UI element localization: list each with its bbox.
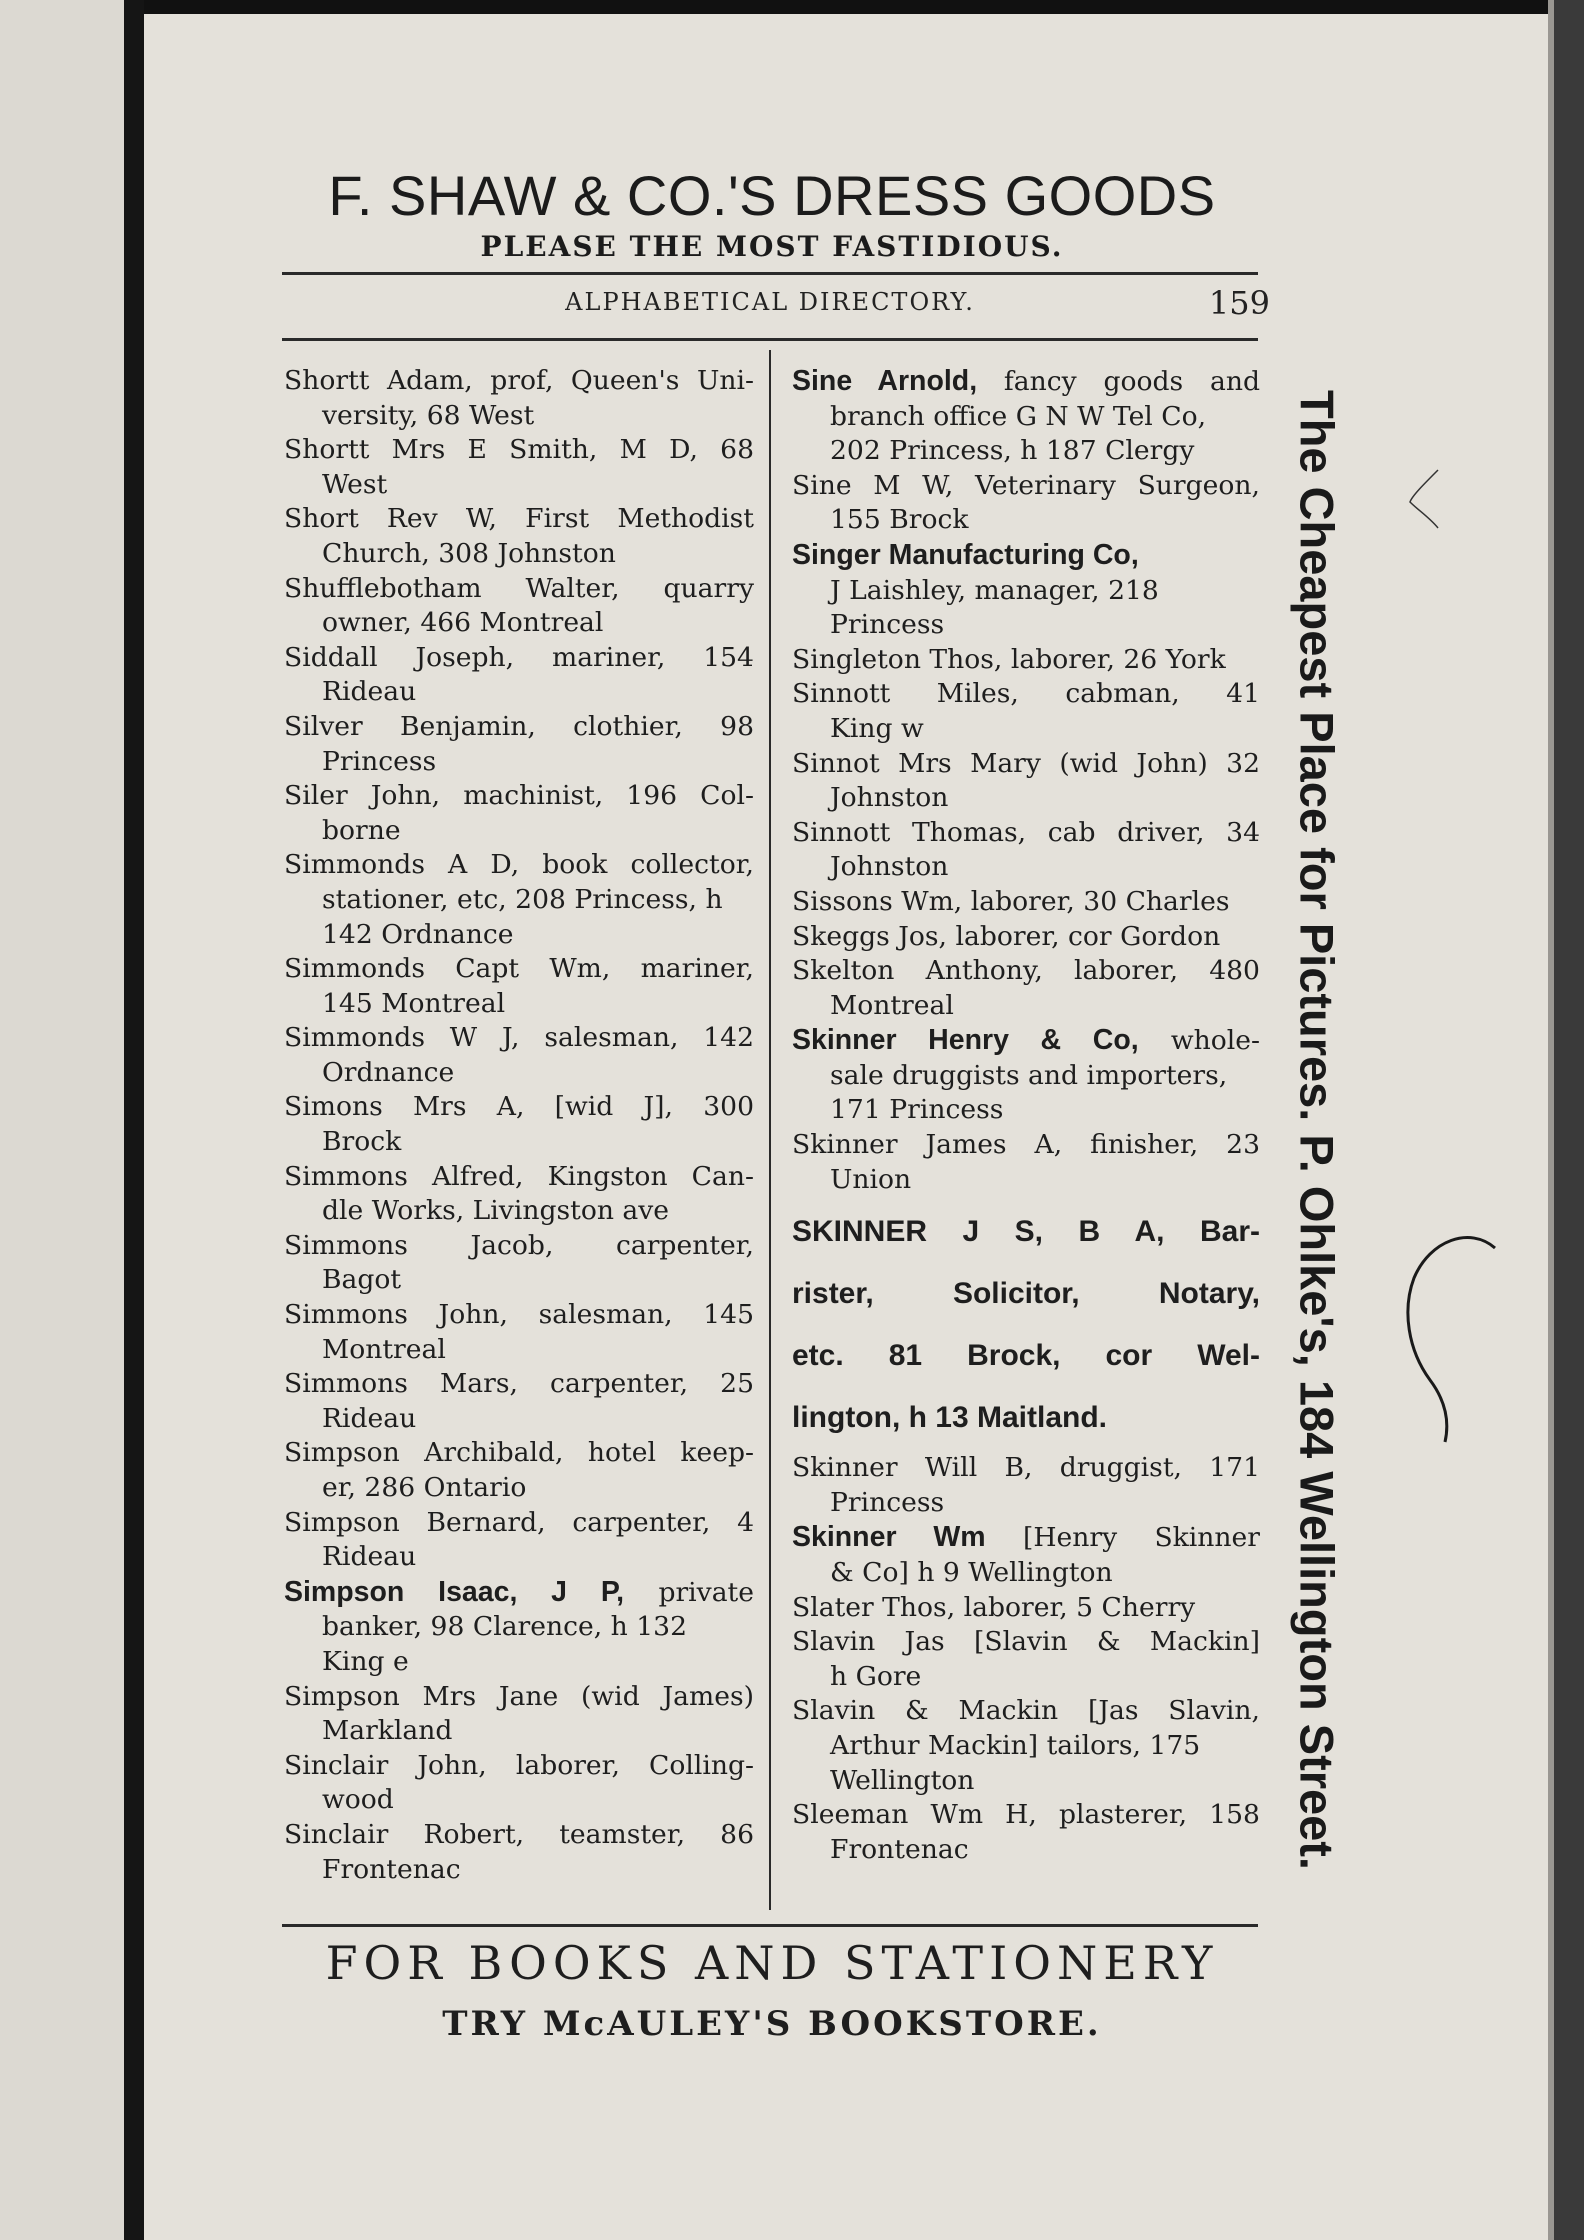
entry-first-line [284, 641, 754, 676]
entry-name: Sleeman Wm H, [792, 1799, 1037, 1831]
scan-top-edge [144, 0, 1584, 14]
right-column [792, 364, 1260, 1867]
page-number: 159 [1208, 284, 1270, 322]
entry-first-line [792, 816, 1260, 851]
entry-first-line [792, 469, 1260, 504]
entry-name: Simons Mrs A, [284, 1091, 525, 1123]
directory-entry [284, 364, 754, 433]
directory-entry [284, 1680, 754, 1749]
entry-detail: book collector, [542, 849, 754, 881]
entry-detail: machinist, 196 Col- [463, 780, 754, 812]
header-rule [282, 272, 1258, 275]
entry-detail: quarry [663, 572, 754, 604]
directory-entry [792, 885, 1260, 920]
entry-detail: laborer, cor Gordon [955, 920, 1221, 952]
entry-continuation: Union [830, 1163, 912, 1195]
entry-continuation: Arthur Mackin] tailors, 175 [830, 1730, 1201, 1761]
directory-entry [792, 1591, 1260, 1626]
entry-name: Slavin Jas [792, 1626, 945, 1658]
entry-first-line [284, 1298, 754, 1333]
entry-continuation: Rideau [322, 676, 417, 708]
entry-continuation: Rideau [322, 1402, 417, 1434]
entry-detail: hotel keep- [587, 1437, 754, 1469]
directory-entry [284, 502, 754, 571]
entry-name: Simpson Mrs Jane [284, 1680, 559, 1712]
footer-ad-tagline: TRY McAULEY'S BOOKSTORE. [442, 2004, 1102, 2044]
entry-continuation: Frontenac [322, 1853, 461, 1885]
directory-entry [284, 710, 754, 779]
entry-continuation: Princess [322, 745, 437, 777]
entry-detail: finisher, 23 [1090, 1129, 1260, 1161]
entry-detail: salesman, 142 [544, 1022, 754, 1054]
header-ad-title: F. SHAW & CO.'S DRESS GOODS [328, 164, 1216, 227]
entry-first-line [792, 1023, 1260, 1059]
entry-continuation: 171 Princess [830, 1094, 1004, 1126]
card-line: etc. 81 Brock, cor Wel- [792, 1339, 1260, 1373]
entry-continuation: stationer, etc, 208 Princess, h [322, 883, 723, 915]
entry-detail: Veterinary Surgeon, [975, 469, 1260, 501]
entry-continuation: er, 286 Ontario [322, 1472, 527, 1503]
entry-first-line [284, 1367, 754, 1402]
entry-continuation: Princess [830, 609, 945, 641]
entry-name: Shufflebotham Walter, [284, 572, 620, 604]
entry-detail: mariner, [640, 953, 754, 985]
directory-entry [792, 1128, 1260, 1197]
entry-name: Skinner Wm [792, 1521, 986, 1554]
footer-ad-title: FOR BOOKS AND STATIONERY [325, 1936, 1219, 1990]
entry-name: Skinner Henry & Co, [792, 1024, 1139, 1057]
entry-detail: mariner, 154 [551, 641, 754, 673]
directory-entry [792, 816, 1260, 885]
left-column [284, 364, 754, 1887]
entry-continuation: Montreal [830, 989, 954, 1021]
entry-continuation: 202 Princess, h 187 Clergy [830, 435, 1195, 467]
entry-name: Simmonds A D, [284, 849, 520, 881]
entry-first-line [792, 643, 1260, 678]
entry-first-line [284, 1818, 754, 1853]
entry-first-line [792, 1694, 1260, 1729]
pencil-mark [1400, 1230, 1500, 1450]
entry-continuation: Markland [322, 1715, 453, 1747]
directory-entry [284, 641, 754, 710]
entry-name: Sissons Wm, [792, 885, 963, 917]
directory-entry [792, 920, 1260, 955]
entry-detail: First Methodist [525, 503, 754, 535]
directory-entry [792, 469, 1260, 538]
entry-name: Skeggs Jos, [792, 920, 947, 952]
entry-detail: private [658, 1576, 754, 1608]
entry-name: Sinclair Robert, [284, 1818, 525, 1850]
entry-first-line [284, 572, 754, 607]
entry-name: Simmons John, [284, 1299, 508, 1331]
entry-first-line [284, 1506, 754, 1541]
entry-continuation: Frontenac [830, 1833, 969, 1865]
entry-detail: clothier, 98 [573, 710, 754, 742]
entry-first-line [792, 885, 1260, 920]
entry-name: Sine M W, [792, 469, 954, 501]
entry-continuation: Church, 308 Johnston [322, 537, 616, 569]
entry-first-line [284, 1680, 754, 1715]
entry-continuation: owner, 466 Montreal [322, 607, 604, 639]
card-line: rister, Solicitor, Notary, [792, 1277, 1260, 1311]
left-gutter [0, 0, 128, 2240]
entry-continuation: Wellington [830, 1764, 975, 1796]
entry-detail: whole- [1170, 1025, 1260, 1057]
entry-continuation: banker, 98 Clarence, h 132 [322, 1611, 688, 1643]
entry-detail: carpenter, [615, 1229, 754, 1261]
entry-detail: [Jas Slavin, [1087, 1695, 1260, 1727]
directory-entry [284, 1506, 754, 1575]
directory-entry [284, 1575, 754, 1680]
entry-first-line [792, 1798, 1260, 1833]
entry-detail: laborer, 480 [1073, 955, 1260, 987]
entry-first-line [792, 364, 1260, 400]
directory-entry [284, 1090, 754, 1159]
entry-continuation: King w [830, 712, 924, 744]
entry-detail: (wid John) 32 [1059, 747, 1260, 779]
entry-detail: [Slavin & Mackin] [974, 1626, 1260, 1658]
header-ad-tagline: PLEASE THE MOST FASTIDIOUS. [480, 230, 1064, 263]
entry-first-line [284, 1090, 754, 1125]
right-column-entries [792, 364, 1260, 1197]
entry-first-line [792, 1128, 1260, 1163]
entry-name: Slavin & Mackin [792, 1695, 1059, 1727]
directory-entry [792, 954, 1260, 1023]
entry-detail: laborer, Colling- [515, 1749, 754, 1781]
entry-first-line [792, 1451, 1260, 1486]
advertisement-card [792, 1201, 1260, 1449]
entry-name: Short Rev W, [284, 503, 497, 535]
entry-detail: teamster, 86 [559, 1818, 754, 1850]
entry-name: Skinner Will B, [792, 1452, 1033, 1484]
entry-name: Shortt Mrs E Smith, [284, 434, 598, 466]
entry-name: Simmons Jacob, [284, 1229, 554, 1261]
scan-right-edge [1554, 0, 1584, 2240]
entry-continuation: Johnston [830, 851, 949, 883]
directory-entry [284, 1367, 754, 1436]
column-divider [769, 350, 771, 1910]
entry-continuation: Princess [830, 1486, 945, 1518]
directory-entry [792, 1451, 1260, 1520]
directory-entry [792, 1694, 1260, 1798]
directory-entry [284, 1160, 754, 1229]
entry-name: Simpson Isaac, J P, [284, 1575, 625, 1608]
entry-first-line [792, 677, 1260, 712]
entry-continuation: versity, 68 West [322, 399, 535, 431]
directory-entry [284, 952, 754, 1021]
entry-detail: salesman, 145 [538, 1299, 754, 1331]
side-ad-text: The Cheapest Place for Pictures. P. Ohlke's, 184 Wellington Street. [1290, 390, 1344, 1870]
entry-name: Shortt Adam, [284, 365, 473, 396]
right-column-entries-after [792, 1451, 1260, 1867]
entry-detail: M D, 68 [619, 434, 754, 466]
entry-detail: plasterer, 158 [1058, 1799, 1260, 1831]
directory-entry [792, 1798, 1260, 1867]
entry-name: Sinnot Mrs Mary [792, 747, 1041, 779]
directory-entry [792, 1520, 1260, 1590]
side-advertisement [1282, 340, 1352, 1920]
card-line: lington, h 13 Maitland. [792, 1401, 1107, 1435]
entry-name: Simpson Bernard, [284, 1506, 546, 1538]
directory-entry [284, 1818, 754, 1887]
entry-continuation: 142 Ordnance [322, 918, 514, 950]
entry-first-line [284, 952, 754, 987]
pencil-mark-small [1404, 466, 1444, 536]
entry-first-line [284, 364, 754, 399]
entry-continuation: 155 Brock [830, 504, 969, 536]
entry-name: Silver Benjamin, [284, 710, 536, 742]
entry-name: Siler John, [284, 780, 441, 812]
entry-continuation: Rideau [322, 1541, 417, 1573]
entry-name: Sinnott Miles, [792, 678, 1019, 710]
entry-continuation: 145 Montreal [322, 987, 506, 1019]
directory-entry [284, 572, 754, 641]
entry-first-line [792, 1625, 1260, 1660]
directory-entry [284, 1229, 754, 1298]
entry-first-line [284, 1575, 754, 1611]
directory-entry [792, 747, 1260, 816]
directory-entry [792, 677, 1260, 746]
entry-detail: laborer, 30 Charles [970, 885, 1230, 917]
entry-detail: [Henry Skinner [1022, 1522, 1260, 1554]
entry-first-line [284, 1160, 754, 1195]
entry-continuation: King e [322, 1645, 409, 1677]
entry-detail: Kingston Can- [547, 1160, 754, 1192]
entry-continuation: sale druggists and importers, [830, 1059, 1228, 1091]
entry-continuation: Brock [322, 1126, 402, 1158]
entry-continuation: J Laishley, manager, 218 [830, 574, 1159, 606]
directory-entry [792, 538, 1260, 643]
directory-entry [284, 1298, 754, 1367]
directory-entry [284, 1021, 754, 1090]
entry-first-line [792, 1520, 1260, 1556]
entry-continuation: branch office G N W Tel Co, [830, 400, 1207, 432]
entry-continuation: Bagot [322, 1264, 402, 1296]
entry-detail: carpenter, 4 [572, 1506, 754, 1538]
entry-detail: carpenter, 25 [550, 1368, 754, 1400]
directory-entry [284, 433, 754, 502]
directory-entry [792, 643, 1260, 678]
entry-first-line [792, 747, 1260, 782]
entry-continuation: West [322, 468, 388, 500]
entry-continuation: dle Works, Livingston ave [322, 1195, 670, 1227]
entry-detail: [wid J], 300 [554, 1091, 754, 1123]
entry-first-line [284, 779, 754, 814]
directory-entry [792, 1625, 1260, 1694]
footer-rule [282, 1924, 1258, 1927]
entry-first-line [284, 1021, 754, 1056]
entry-detail: laborer, 26 York [1010, 643, 1226, 675]
book-spine [124, 0, 144, 2240]
directory-entry [284, 848, 754, 952]
entry-detail: prof, Queen's Uni- [490, 365, 754, 396]
entry-first-line [792, 1591, 1260, 1626]
directory-entry [792, 1023, 1260, 1128]
entry-name: Simmons Alfred, [284, 1160, 524, 1192]
directory-entry [284, 1436, 754, 1505]
entry-first-line [284, 1436, 754, 1471]
entry-name: Sinclair John, [284, 1749, 487, 1781]
directory-entry [792, 364, 1260, 469]
entry-continuation: Johnston [830, 782, 949, 814]
entry-detail: druggist, 171 [1059, 1452, 1260, 1484]
entry-first-line [284, 710, 754, 745]
directory-entry [284, 1749, 754, 1818]
entry-continuation: Montreal [322, 1333, 446, 1365]
entry-continuation: Ordnance [322, 1056, 455, 1088]
entry-first-line [284, 502, 754, 537]
running-head-rule [282, 338, 1258, 341]
entry-continuation: & Co] h 9 Wellington [830, 1557, 1113, 1589]
entry-name: Skinner James A, [792, 1129, 1063, 1161]
entry-first-line [284, 848, 754, 883]
entry-name: Slater Thos, [792, 1591, 956, 1623]
directory-entry [284, 779, 754, 848]
entry-first-line [284, 433, 754, 468]
entry-name: Skelton Anthony, [792, 955, 1043, 987]
entry-name: Simmons Mars, [284, 1368, 518, 1400]
entry-name: Singleton Thos, [792, 643, 1003, 675]
entry-continuation: wood [322, 1784, 394, 1816]
card-line: SKINNER J S, B A, Bar- [792, 1215, 1260, 1249]
entry-continuation: h Gore [830, 1660, 922, 1692]
entry-name: Singer Manufacturing Co, [792, 538, 1139, 571]
entry-detail: (wid James) [581, 1680, 754, 1712]
entry-detail: cab driver, 34 [1047, 816, 1260, 848]
entry-name: Sine Arnold, [792, 365, 978, 397]
entry-detail: fancy goods and [1003, 366, 1260, 397]
entry-name: Simmonds Capt Wm, [284, 953, 611, 985]
entry-name: Sinnott Thomas, [792, 816, 1027, 848]
running-head-title: ALPHABETICAL DIRECTORY. [565, 288, 975, 316]
entry-detail: laborer, 5 Cherry [963, 1591, 1196, 1623]
entry-name: Simpson Archibald, [284, 1437, 564, 1469]
entry-first-line [792, 954, 1260, 989]
entry-first-line [792, 920, 1260, 955]
entry-first-line [284, 1229, 754, 1264]
entry-continuation: borne [322, 814, 401, 846]
entry-detail: cabman, 41 [1065, 678, 1260, 710]
entry-name: Siddall Joseph, [284, 641, 515, 673]
entry-first-line [792, 538, 1260, 574]
entry-name: Simmonds W J, [284, 1022, 520, 1054]
entry-first-line [284, 1749, 754, 1784]
